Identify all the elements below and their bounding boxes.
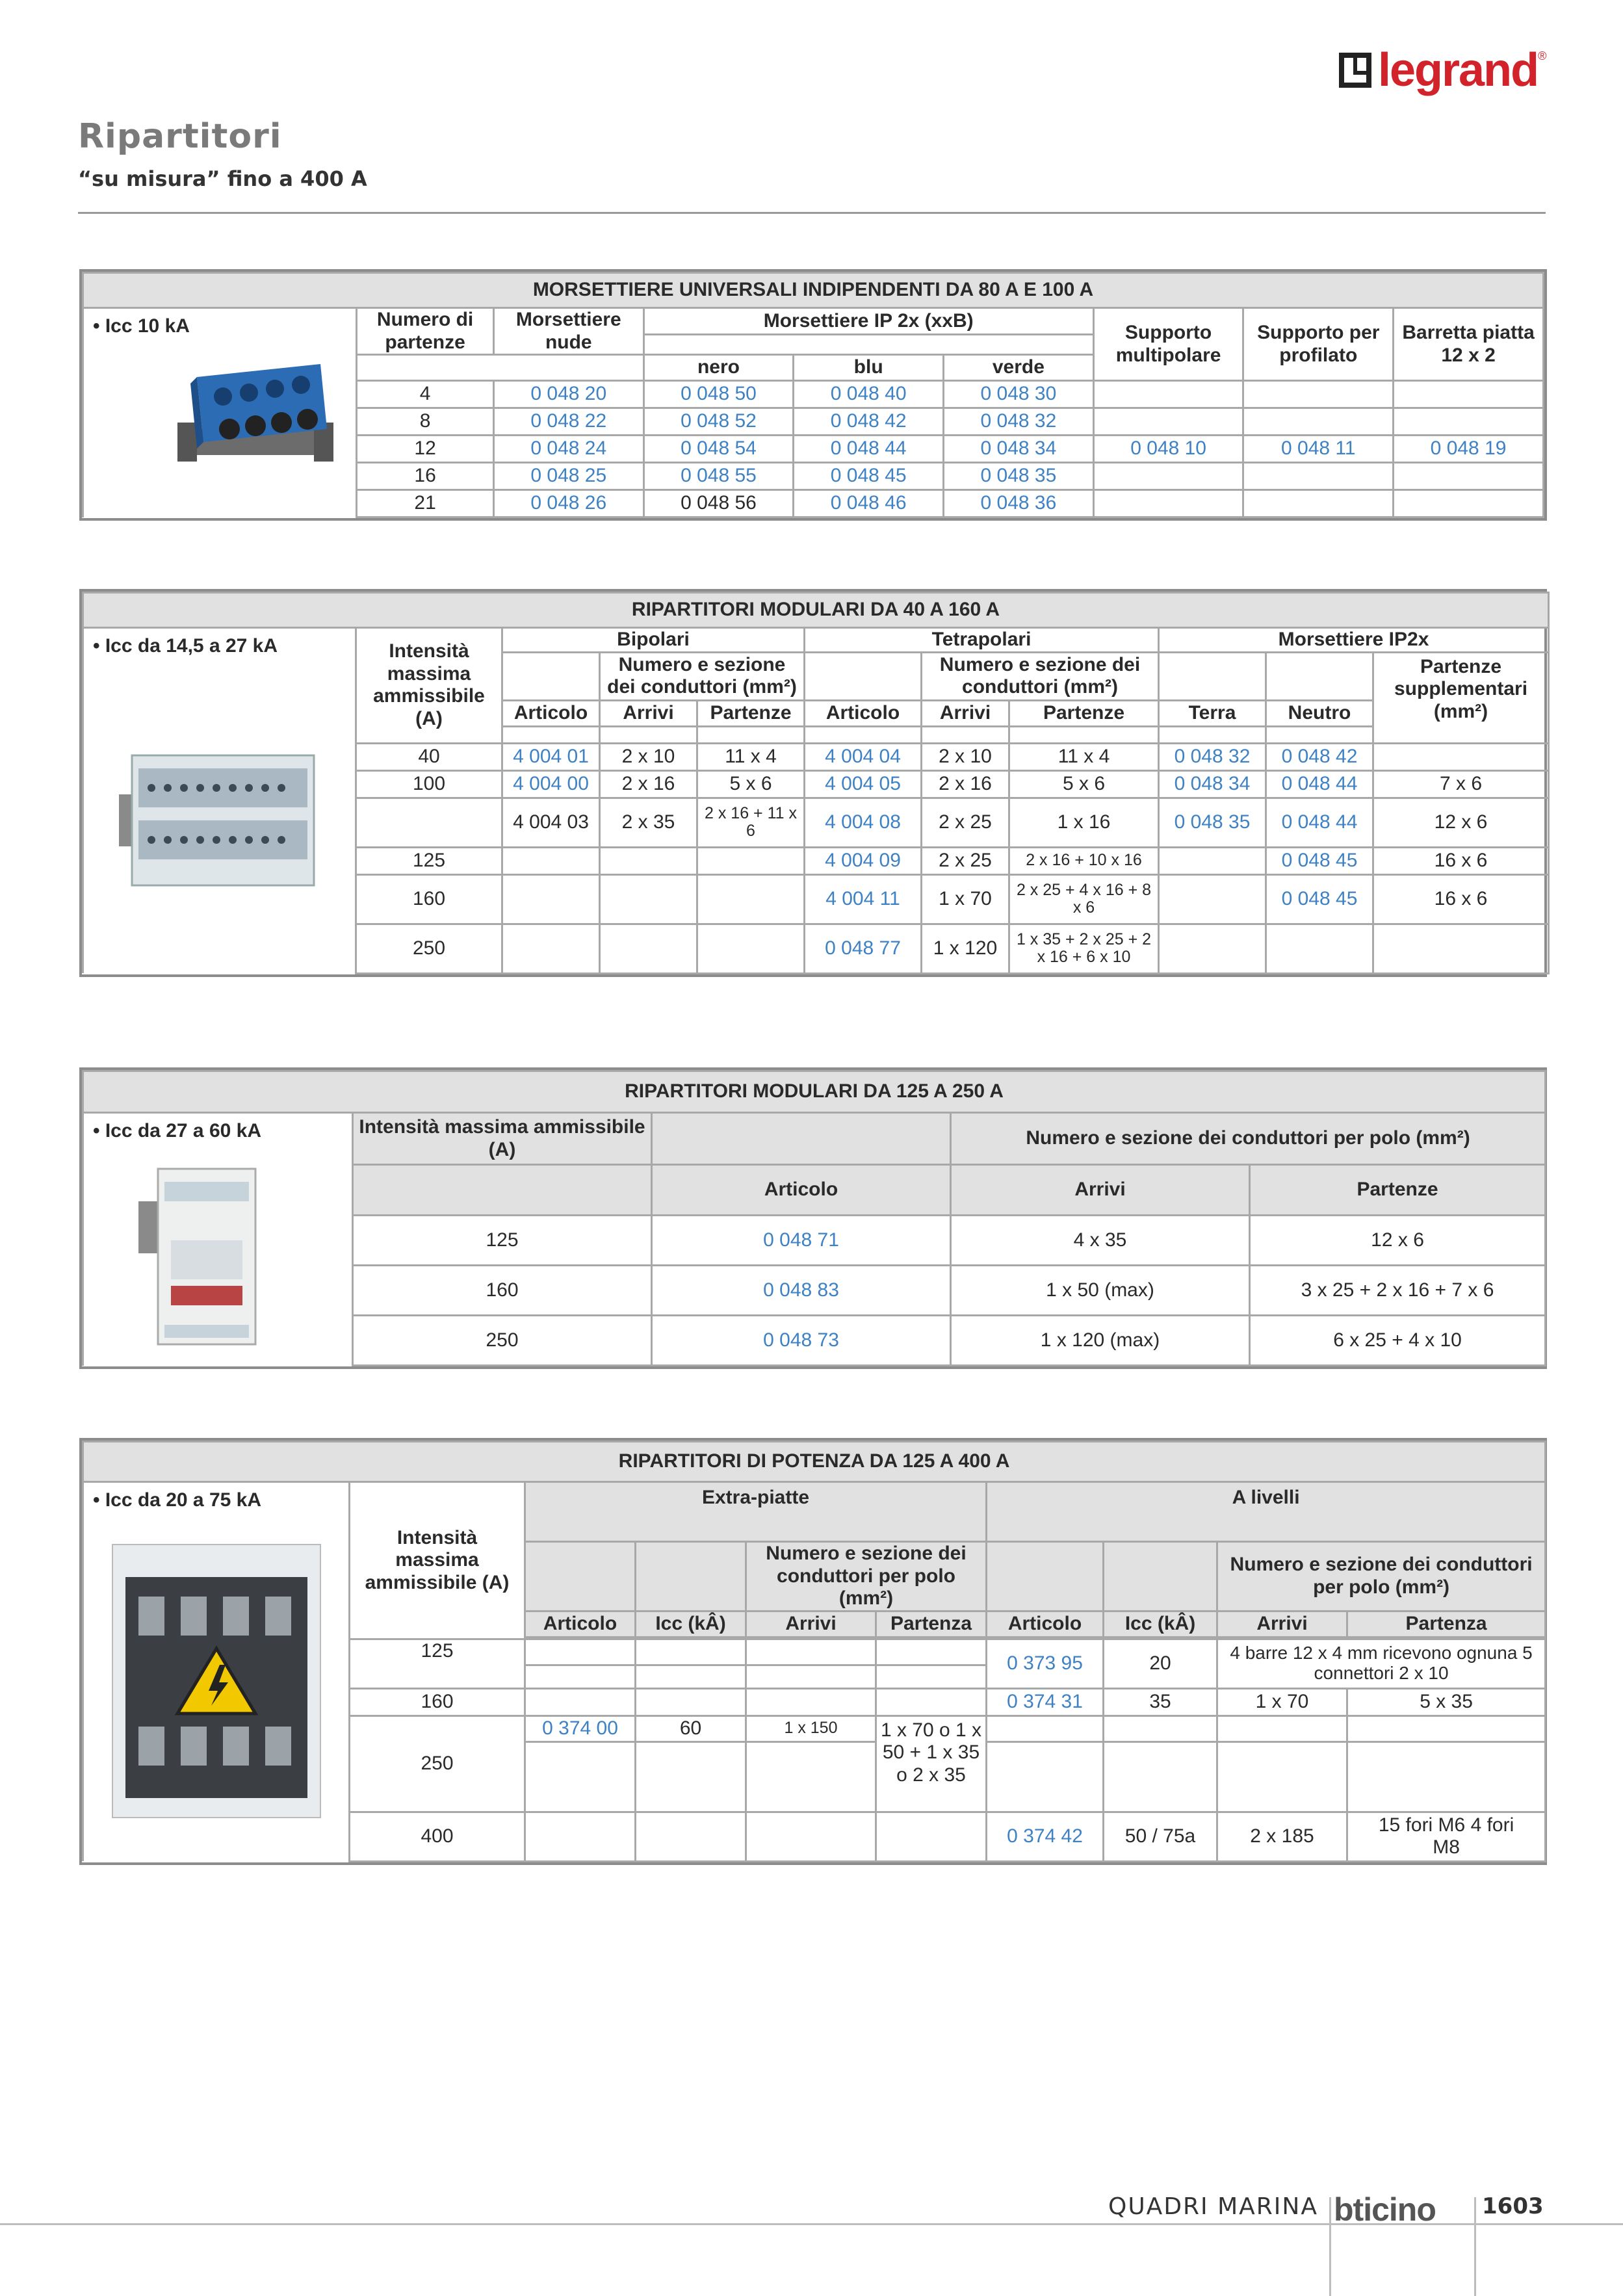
page-title: Ripartitori	[78, 117, 282, 156]
cell	[502, 847, 600, 874]
col-header: Articolo	[502, 700, 600, 726]
cell	[1093, 381, 1243, 408]
col-header: Supporto per profilato	[1243, 308, 1394, 381]
group-header-extra-piatte: Extra-piatte	[525, 1482, 987, 1542]
col-header: Articolo	[805, 700, 922, 726]
spacer	[922, 726, 1009, 743]
cell	[1243, 463, 1394, 490]
col-header: Partenze	[697, 700, 805, 726]
cell: 12 x 6	[1250, 1216, 1546, 1266]
cell: 50 / 75a	[1104, 1812, 1217, 1861]
cell: 4 barre 12 x 4 mm ricevono ognuna 5 connettori 2 x 10	[1217, 1639, 1546, 1688]
cell: 4 x 35	[951, 1216, 1250, 1266]
page-subtitle: “su misura” fino a 400 A	[78, 166, 367, 191]
col-header: Partenze	[1250, 1165, 1546, 1216]
article-code: 0 048 55	[643, 463, 794, 490]
cell: 2 x 35	[600, 798, 697, 847]
spacer	[525, 1542, 636, 1611]
cell	[1373, 924, 1549, 973]
cell: 1 x 16	[1009, 798, 1159, 847]
article-code: 0 048 22	[493, 408, 643, 436]
cell	[746, 1688, 876, 1715]
cell	[1217, 1715, 1347, 1742]
cell: 250	[350, 1715, 525, 1812]
cell: 5 x 35	[1347, 1688, 1546, 1715]
spacer	[1009, 726, 1159, 743]
cell	[636, 1812, 746, 1861]
article-code: 0 048 42	[794, 408, 944, 436]
col-header: Articolo	[525, 1611, 636, 1637]
article-code: 0 048 26	[493, 490, 643, 517]
cell	[1266, 924, 1373, 973]
cell: 2 x 16	[922, 770, 1009, 798]
icc-cell	[83, 1113, 353, 1366]
article-code: 0 374 31	[987, 1688, 1104, 1715]
cell	[1347, 1742, 1546, 1812]
col-header: Numero e sezione dei conduttori per polo (mm²)	[951, 1113, 1546, 1165]
col-header: Numero e sezione dei conduttori (mm²)	[600, 652, 805, 700]
cell	[1159, 847, 1266, 874]
cell: 1 x 150	[746, 1715, 876, 1742]
article-code: 0 048 35	[1159, 798, 1266, 847]
logo-registered: ®	[1538, 49, 1547, 62]
table-ripartitori-modulari-40-160	[79, 589, 1547, 977]
col-header: Barretta piatta 12 x 2	[1394, 308, 1544, 381]
cell: 125	[356, 847, 502, 874]
cell: 35	[1104, 1688, 1217, 1715]
article-code: 0 048 52	[643, 408, 794, 436]
col-header: Numero di partenze	[357, 308, 494, 355]
cell: 6 x 25 + 4 x 10	[1250, 1316, 1546, 1366]
cell	[1093, 408, 1243, 436]
title-divider	[78, 212, 1546, 214]
article-code: 0 373 95	[987, 1639, 1104, 1688]
spacer	[643, 335, 1093, 355]
article-code: 0 048 46	[794, 490, 944, 517]
spacer	[1159, 652, 1266, 700]
cell: 125	[350, 1639, 525, 1688]
cell: 20	[1104, 1639, 1217, 1688]
col-header: nero	[643, 355, 794, 381]
col-header: blu	[794, 355, 944, 381]
col-header: Arrivi	[600, 700, 697, 726]
modular-block-image	[132, 1162, 275, 1351]
terminal-block-image	[158, 351, 353, 481]
icc-cell	[83, 308, 357, 517]
cell	[636, 1665, 746, 1688]
article-code: 4 004 05	[805, 770, 922, 798]
cell	[876, 1688, 987, 1715]
spacer	[636, 1542, 746, 1611]
cell: 1 x 50 (max)	[951, 1266, 1250, 1316]
table-ripartitori-modulari-125-250	[79, 1067, 1547, 1369]
article-code: 4 004 00	[502, 770, 600, 798]
cell	[1243, 408, 1394, 436]
icc-cell	[83, 628, 356, 974]
article-code: 4 004 04	[805, 743, 922, 770]
cell	[502, 924, 600, 973]
group-header-a-livelli: A livelli	[987, 1482, 1546, 1542]
cell: 160	[353, 1266, 652, 1316]
cell: 16 x 6	[1373, 847, 1549, 874]
article-code: 0 048 44	[1266, 798, 1373, 847]
cell: 40	[356, 743, 502, 770]
spacer	[600, 726, 697, 743]
col-header: Arrivi	[1217, 1611, 1347, 1637]
cell: 2 x 16 + 10 x 16	[1009, 847, 1159, 874]
cell: 5 x 6	[1009, 770, 1159, 798]
article-code: 0 048 34	[944, 436, 1094, 463]
legrand-mark-icon	[1339, 53, 1371, 88]
article-code: 0 048 24	[493, 436, 643, 463]
spacer	[1266, 726, 1373, 743]
article-code: 0 048 19	[1394, 436, 1544, 463]
col-header: Intensità massima ammissibile (A)	[350, 1482, 525, 1639]
cell: 2 x 25	[922, 847, 1009, 874]
article-code: 0 048 44	[794, 436, 944, 463]
cell	[746, 1812, 876, 1861]
cell: 1 x 35 + 2 x 25 + 2 x 16 + 6 x 10	[1009, 924, 1159, 973]
cell	[1159, 874, 1266, 924]
cell: 1 x 70 o 1 x 50 + 1 x 35 o 2 x 35	[876, 1715, 987, 1812]
cell: 1 x 70	[922, 874, 1009, 924]
cell: 12	[357, 436, 494, 463]
col-header: Partenze supplementari (mm²)	[1373, 652, 1549, 743]
col-header: Arrivi	[922, 700, 1009, 726]
article-code: 4 004 08	[805, 798, 922, 847]
group-header-morsettiere: Morsettiere IP2x	[1159, 628, 1549, 653]
col-header: Neutro	[1266, 700, 1373, 726]
spacer	[805, 652, 922, 700]
cell	[600, 874, 697, 924]
spacer	[1104, 1542, 1217, 1611]
article-code: 0 048 45	[1266, 874, 1373, 924]
icc-label: • Icc da 20 a 75 kA	[93, 1489, 261, 1511]
article-code: 0 048 10	[1093, 436, 1243, 463]
cell: 12 x 6	[1373, 798, 1549, 847]
cell: 2 x 16 + 11 x 6	[697, 798, 805, 847]
legrand-logo	[1339, 44, 1547, 96]
cell	[1093, 490, 1243, 517]
cell: 2 x 10	[600, 743, 697, 770]
cell	[1217, 1742, 1347, 1812]
article-code: 0 048 25	[493, 463, 643, 490]
cell: 1 x 70	[1217, 1688, 1347, 1715]
col-header: Partenze	[1009, 700, 1159, 726]
spacer	[1159, 726, 1266, 743]
cell: 7 x 6	[1373, 770, 1549, 798]
col-header: verde	[944, 355, 1094, 381]
cell	[1347, 1715, 1546, 1742]
article-code: 0 048 45	[1266, 847, 1373, 874]
col-header: Numero e sezione dei conduttori (mm²)	[922, 652, 1159, 700]
cell	[525, 1688, 636, 1715]
spacer	[357, 355, 643, 381]
cell: 160	[350, 1688, 525, 1715]
col-header: Intensità massima ammissibile (A)	[353, 1113, 652, 1165]
cell	[987, 1742, 1104, 1812]
icc-cell	[83, 1482, 350, 1862]
article-code: 0 374 00	[525, 1715, 636, 1742]
cell	[525, 1812, 636, 1861]
power-distributor-image	[99, 1538, 333, 1824]
page-number: 1603	[1482, 2193, 1544, 2219]
col-header: Icc (kÂ)	[636, 1611, 746, 1637]
cell: 100	[356, 770, 502, 798]
cell	[600, 924, 697, 973]
cell: 2 x 185	[1217, 1812, 1347, 1861]
cell	[1394, 381, 1544, 408]
cell	[1093, 463, 1243, 490]
cell: 400	[350, 1812, 525, 1861]
article-code: 0 048 71	[652, 1216, 951, 1266]
cell: 2 x 25 + 4 x 16 + 8 x 6	[1009, 874, 1159, 924]
cell: 60	[636, 1715, 746, 1742]
col-header: Terra	[1159, 700, 1266, 726]
cell	[746, 1665, 876, 1688]
col-header: Numero e sezione dei conduttori per polo (mm²)	[746, 1542, 987, 1611]
cell: 1 x 120	[922, 924, 1009, 973]
cell	[1104, 1742, 1217, 1812]
cell	[525, 1665, 636, 1688]
article-code: 0 048 54	[643, 436, 794, 463]
col-header: Intensità massima ammissibile (A)	[356, 628, 502, 744]
article-code: 0 048 42	[1266, 743, 1373, 770]
article-code: 0 048 83	[652, 1266, 951, 1316]
spacer	[697, 726, 805, 743]
cell	[1104, 1715, 1217, 1742]
cell: 2 x 10	[922, 743, 1009, 770]
cell: 4	[357, 381, 494, 408]
article-code: 4 004 11	[805, 874, 922, 924]
cell: 160	[356, 874, 502, 924]
modular-distributor-image	[112, 742, 320, 898]
spacer	[502, 726, 600, 743]
cell	[1373, 743, 1549, 770]
section-title: MORSETTIERE UNIVERSALI INDIPENDENTI DA 80 A E 100 A	[83, 273, 1544, 308]
col-header: Morsettiere IP 2x (xxB)	[643, 308, 1093, 335]
cell	[746, 1742, 876, 1812]
cell	[356, 798, 502, 847]
cell	[1394, 490, 1544, 517]
article-code: 0 048 40	[794, 381, 944, 408]
article-code: 4 004 01	[502, 743, 600, 770]
cell	[600, 847, 697, 874]
cell: 2 x 25	[922, 798, 1009, 847]
col-header: Supporto multipolare	[1093, 308, 1243, 381]
col-header: Articolo	[987, 1611, 1104, 1637]
cell	[697, 847, 805, 874]
col-header: Partenza	[1347, 1611, 1546, 1637]
article-code: 0 048 50	[643, 381, 794, 408]
section-title: RIPARTITORI MODULARI DA 40 A 160 A	[83, 593, 1549, 628]
footer-section-label: QUADRI MARINA	[1108, 2193, 1318, 2220]
article-code: 0 048 32	[944, 408, 1094, 436]
article-code: 0 048 30	[944, 381, 1094, 408]
section-title: RIPARTITORI MODULARI DA 125 A 250 A	[83, 1071, 1546, 1113]
article-code: 0 374 42	[987, 1812, 1104, 1861]
col-header: Numero e sezione dei conduttori per polo (mm²)	[1217, 1542, 1546, 1611]
cell	[876, 1665, 987, 1688]
article-code: 0 048 36	[944, 490, 1094, 517]
article-code: 0 048 11	[1243, 436, 1394, 463]
cell	[987, 1715, 1104, 1742]
footer-separator	[1474, 2197, 1476, 2296]
cell	[525, 1742, 636, 1812]
cell: 16 x 6	[1373, 874, 1549, 924]
article-code: 0 048 35	[944, 463, 1094, 490]
spacer	[502, 652, 600, 700]
cell	[525, 1639, 636, 1665]
article-code: 0 048 73	[652, 1316, 951, 1366]
article-code: 0 048 45	[794, 463, 944, 490]
cell	[746, 1639, 876, 1665]
cell	[1394, 408, 1544, 436]
cell	[1243, 490, 1394, 517]
cell: 5 x 6	[697, 770, 805, 798]
spacer	[353, 1165, 652, 1216]
icc-label: • Icc da 27 a 60 kA	[93, 1120, 261, 1141]
footer-separator	[1329, 2197, 1331, 2296]
group-header-tetrapolari: Tetrapolari	[805, 628, 1159, 653]
col-header: Arrivi	[951, 1165, 1250, 1216]
spacer	[805, 726, 922, 743]
cell	[1159, 924, 1266, 973]
cell: 11 x 4	[697, 743, 805, 770]
article-code: 0 048 32	[1159, 743, 1266, 770]
spacer	[652, 1113, 951, 1165]
cell: 21	[357, 490, 494, 517]
section-title: RIPARTITORI DI POTENZA DA 125 A 400 A	[83, 1442, 1546, 1482]
article-code: 0 048 77	[805, 924, 922, 973]
cell: 125	[353, 1216, 652, 1266]
cell: 1 x 120 (max)	[951, 1316, 1250, 1366]
cell: 250	[353, 1316, 652, 1366]
cell	[636, 1688, 746, 1715]
group-header-bipolari: Bipolari	[502, 628, 805, 653]
cell: 15 fori M6 4 fori M8	[1347, 1812, 1546, 1861]
col-header: Icc (kÂ)	[1104, 1611, 1217, 1637]
cell: 11 x 4	[1009, 743, 1159, 770]
spacer	[1266, 652, 1373, 700]
cell	[697, 924, 805, 973]
table-ripartitori-potenza	[79, 1438, 1547, 1865]
article-code: 4 004 03	[502, 798, 600, 847]
logo-wordmark: legrand	[1378, 44, 1539, 96]
spacer	[987, 1542, 1104, 1611]
col-header: Articolo	[652, 1165, 951, 1216]
cell: 8	[357, 408, 494, 436]
cell	[697, 874, 805, 924]
cell	[502, 874, 600, 924]
cell	[876, 1639, 987, 1665]
article-code: 0 048 34	[1159, 770, 1266, 798]
col-header: Arrivi	[746, 1611, 876, 1637]
table-morsettiere-universali	[79, 269, 1547, 521]
cell: 250	[356, 924, 502, 973]
col-header: Partenza	[876, 1611, 987, 1637]
article-code: 0 048 56	[643, 490, 794, 517]
cell: 3 x 25 + 2 x 16 + 7 x 6	[1250, 1266, 1546, 1316]
article-code: 4 004 09	[805, 847, 922, 874]
bticino-logo: bticino	[1334, 2191, 1436, 2228]
cell	[636, 1742, 746, 1812]
cell: 16	[357, 463, 494, 490]
cell	[1394, 463, 1544, 490]
col-header: Morsettiere nude	[493, 308, 643, 355]
icc-label: • Icc da 14,5 a 27 kA	[93, 635, 278, 657]
article-code: 0 048 20	[493, 381, 643, 408]
cell	[636, 1639, 746, 1665]
cell	[1243, 381, 1394, 408]
article-code: 0 048 44	[1266, 770, 1373, 798]
cell	[876, 1812, 987, 1861]
icc-label: • Icc 10 kA	[93, 315, 190, 337]
cell: 2 x 16	[600, 770, 697, 798]
